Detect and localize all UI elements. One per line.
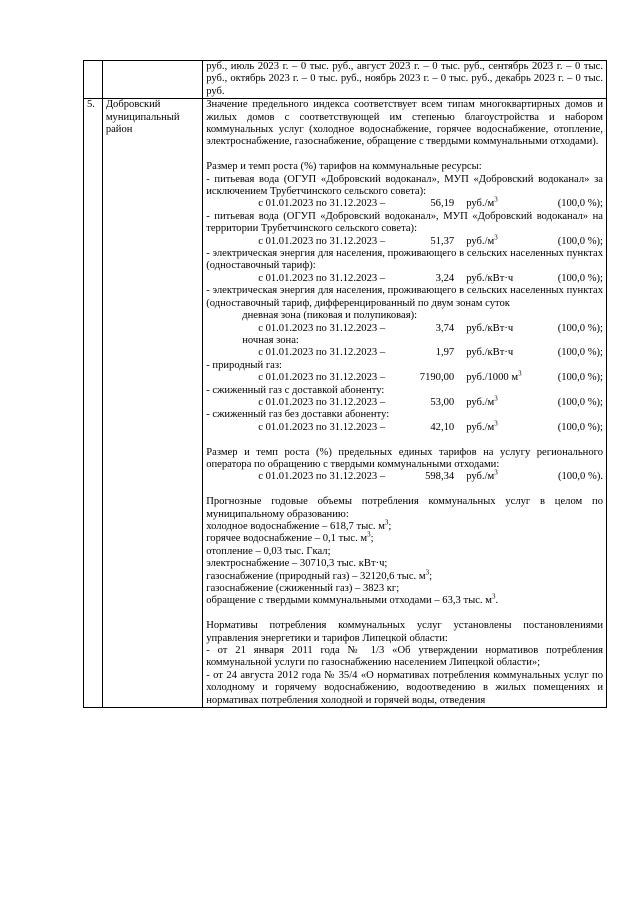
volume-cold-water: холодное водоснабжение – 618,7 тыс. $м^3$; <box>206 518 392 532</box>
period: с 01.01.2023 по 31.12.2023 – <box>258 198 386 210</box>
tariffs-heading: Размер и темп роста (%) тарифов на коммунальные ресурсы: <box>206 161 482 173</box>
period: с 01.01.2023 по 31.12.2023 – <box>258 471 386 483</box>
period: с 01.01.2023 по 31.12.2023 – <box>258 372 386 384</box>
volume-waste: обращение с твердыми коммунальными отходами – 63,3 тыс. $м^3$. <box>206 592 499 607</box>
row-number: 5. <box>84 99 103 708</box>
tariff-percent: (100,0 %); <box>557 322 603 334</box>
tariff-unit: $руб./м^3$ <box>466 419 498 433</box>
tariff-value: 1,97 <box>435 347 455 359</box>
gas-label: - природный газ: <box>206 359 282 371</box>
tariff-unit: руб./кВт·ч <box>466 272 514 284</box>
tariff-line-regop <box>206 468 603 483</box>
tariff-line-night <box>206 347 603 359</box>
tariff-percent: (100,0 %); <box>557 396 603 408</box>
tariff-unit: $руб./м^3$ <box>466 195 498 210</box>
tariff-percent: (100,0 %); <box>557 198 603 210</box>
elec2-label: - электрическая энергия для населения, проживающего в сельских населенных пунктах (одноставочный тариф, дифференцированный по двум зонам суток <box>206 285 603 309</box>
norm-item-2: - от 24 августа 2012 года № 35/4 «О нормативах потребления коммунальных услуг по холодному и горячему водоснабжению, водоотведению в жилых помещениях и нормативах потребления холодной и горячей воды, отведения <box>206 669 603 706</box>
tariff-percent: (100,0 %); <box>557 347 603 359</box>
tariff-value: 56,19 <box>430 198 455 210</box>
period: с 01.01.2023 по 31.12.2023 – <box>258 347 386 359</box>
tariff-line-water2 <box>206 233 603 248</box>
tariff-unit: руб./кВт·ч <box>466 347 514 359</box>
regop-heading: Размер и темп роста (%) предельных единых тарифов на услугу регионального оператора по обращению с твердыми коммунальными отходами: <box>206 446 603 470</box>
period: с 01.01.2023 по 31.12.2023 – <box>258 272 386 284</box>
table-row-continuation <box>84 61 607 99</box>
volume-hot-water: горячее водоснабжение – 0,1 тыс. $м^3$; <box>206 530 374 545</box>
tariff-percent: (100,0 %); <box>557 421 603 433</box>
volume-natural-gas: газоснабжение (природный газ) – 32120,6 тыс. $м^3$; <box>206 568 433 582</box>
water1-label: - питьевая вода (ОГУП «Добровский водоканал», МУП «Добровский водоканал» за исключением Трубетчинского сельского совета): <box>206 173 603 198</box>
period: с 01.01.2023 по 31.12.2023 – <box>258 396 386 408</box>
continuation-text: руб., июль 2023 г. – 0 тыс. руб., август 2023 г. – 0 тыс. руб., сентябрь 2023 г. – 0 тыс. руб., октябрь 2023 г. – 0 тыс. руб., ноябрь 2023 г. – 0 тыс. руб., декабрь 2023 г. – 0 тыс. руб. <box>203 61 607 99</box>
cell-num-empty <box>84 61 103 99</box>
day-zone-label: дневная зона (пиковая и полупиковая): <box>242 310 418 322</box>
district-name: Добровский муниципальный район <box>102 99 202 708</box>
tariff-value: 7190,00 <box>419 372 455 384</box>
period: с 01.01.2023 по 31.12.2023 – <box>258 235 386 247</box>
period: с 01.01.2023 по 31.12.2023 – <box>258 421 386 433</box>
tariff-value: 42,10 <box>430 421 455 433</box>
tariff-line-lpg-delivery <box>206 394 603 409</box>
cell-district-empty <box>102 61 202 99</box>
tariff-line-lpg-nodelivery <box>206 419 603 434</box>
volumes-heading: Прогнозные годовые объемы потребления коммунальных услуг в целом по муниципальному образованию: <box>206 496 603 520</box>
tariff-line-gas <box>206 369 603 384</box>
tariff-value: 51,37 <box>430 235 455 247</box>
tariff-unit: руб./1000 $м^3$ <box>466 369 522 384</box>
document-table <box>83 60 607 708</box>
volume-heating: отопление – 0,03 тыс. Гкал; <box>206 545 331 557</box>
tariff-percent: (100,0 %); <box>557 372 603 384</box>
tariff-unit: $руб./м^3$ <box>466 468 498 483</box>
tariff-value: 3,74 <box>435 322 455 334</box>
tariff-line-elec1 <box>206 273 603 285</box>
tariff-value: 53,00 <box>430 396 455 408</box>
norms-heading: Нормативы потребления коммунальных услуг установлены постановлениями управления энергетики и тарифов Липецкой области: <box>206 620 603 644</box>
table-row-5 <box>84 99 607 708</box>
intro-paragraph: Значение предельного индекса соответствует всем типам многоквартирных домов и жилых домов с соответствующей им степенью благоустройства и набором коммунальных услуг (холодное водоснабжение, горячее водоснабжение, отопление, электроснабжение, газоснабжение, обращение с твердыми коммунальными отходами). <box>206 99 603 148</box>
tariff-percent: (100,0 %). <box>557 471 603 483</box>
tariff-unit: $руб./м^3$ <box>466 394 498 408</box>
volume-electricity: электроснабжение – 30710,3 тыс. кВт·ч; <box>206 558 388 570</box>
volume-lpg: газоснабжение (сжиженный газ) – 3823 кг; <box>206 583 400 595</box>
tariff-unit: $руб./м^3$ <box>466 233 498 247</box>
tariff-value: 598,34 <box>425 471 455 483</box>
tariff-line-water1 <box>206 195 603 210</box>
lpg-nodelivery-label: - сжиженный газ без доставки абоненту: <box>206 409 390 421</box>
tariff-percent: (100,0 %); <box>557 272 603 284</box>
norm-item-1: - от 21 января 2011 года № 1/3 «Об утверждении нормативов потребления коммунальной услуги по газоснабжению населением Липецкой области»; <box>206 645 603 669</box>
night-zone-label: ночная зона: <box>242 334 299 346</box>
water2-label: - питьевая вода (ОГУП «Добровский водоканал», МУП «Добровский водоканал» на территории Трубетчинского сельского совета): <box>206 210 603 235</box>
elec1-label: - электрическая энергия для населения, проживающего в сельских населенных пунктах (одноставочный тариф): <box>206 248 603 272</box>
tariff-percent: (100,0 %); <box>557 235 603 247</box>
tariff-value: 3,24 <box>435 272 455 284</box>
period: с 01.01.2023 по 31.12.2023 – <box>258 322 386 334</box>
lpg-delivery-label: - сжиженный газ с доставкой абоненту: <box>206 384 385 396</box>
tariff-unit: руб./кВт·ч <box>466 322 514 334</box>
tariff-line-day <box>206 323 603 335</box>
row-content <box>203 99 607 708</box>
